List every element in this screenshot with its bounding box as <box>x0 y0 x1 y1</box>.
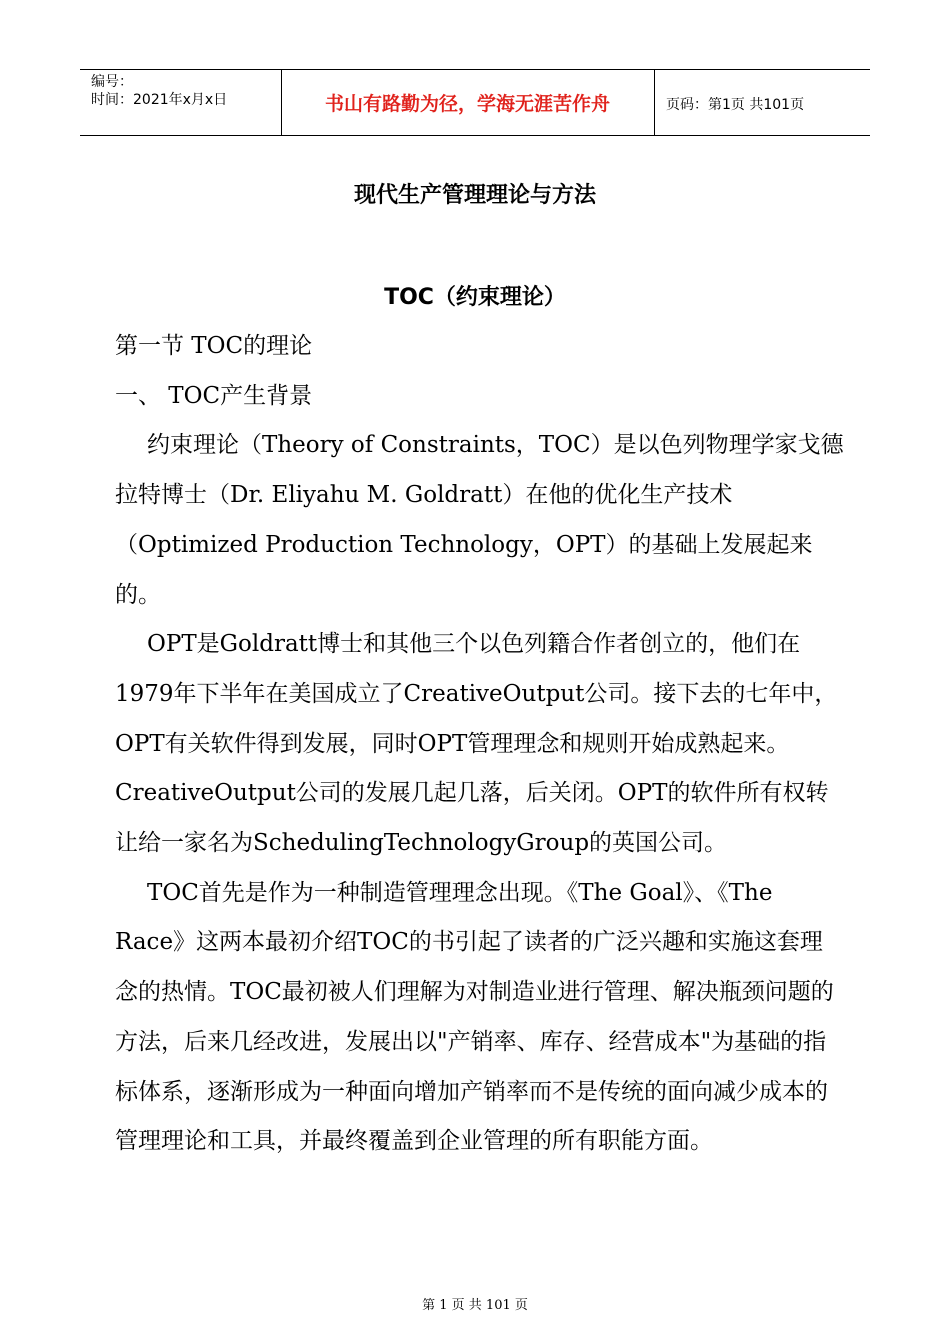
number-label: 编号： <box>91 74 133 90</box>
header-meta <box>91 73 227 109</box>
paragraph: 约束理论（Theory of Constraints，TOC）是以色列物理学家戈德拉特博士（Dr. Eliyahu M. Goldratt）在他的优化生产技术（Optimized Production Technology，OPT）的基础上发展起来的。 <box>115 432 844 608</box>
date-label: 时间：2021年x月x日 <box>91 92 228 108</box>
subsection-heading: 一、 TOC产生背景 <box>115 382 313 409</box>
paragraph: OPT是Goldratt博士和其他三个以色列籍合作者创立的，他们在1979年下半年在美国成立了CreativeOutput公司。接下去的七年中，OPT有关软件得到发展，同时OPT管理理念和规则开始成熟起来。CreativeOutput公司的发展几起几落，后关闭。OPT的软件所有权转让给一家名为SchedulingTechnologyGroup的英国公司。 <box>115 631 838 857</box>
paragraph: TOC首先是作为一种制造管理理念出现。《The Goal》、《The Race》这两本最初介绍TOC的书引起了读者的广泛兴趣和实施这套理念的热情。TOC最初被人们理解为对制造业进行管理、解决瓶颈问题的方法，后来几经改进，发展出以"产销率、库存、经营成本"为基础的指标体系，逐渐形成为一种面向增加产销率而不是传统的面向减少成本的管理理论和工具，并最终覆盖到企业管理的所有职能方面。 <box>115 879 834 1155</box>
document-title: 现代生产管理理论与方法 <box>353 183 596 208</box>
document-body <box>115 322 845 1167</box>
header-motto: 书山有路勤为径，学海无涯苦作舟 <box>324 92 610 115</box>
header-page-info: 页码：第1页 共101页 <box>666 97 805 113</box>
page-header <box>80 69 870 136</box>
page-footer: 第 1 页 共 101 页 <box>422 1298 528 1313</box>
header-divider <box>654 70 655 135</box>
chapter-title: TOC（约束理论） <box>384 285 566 310</box>
section-heading: 第一节 TOC的理论 <box>115 333 313 359</box>
